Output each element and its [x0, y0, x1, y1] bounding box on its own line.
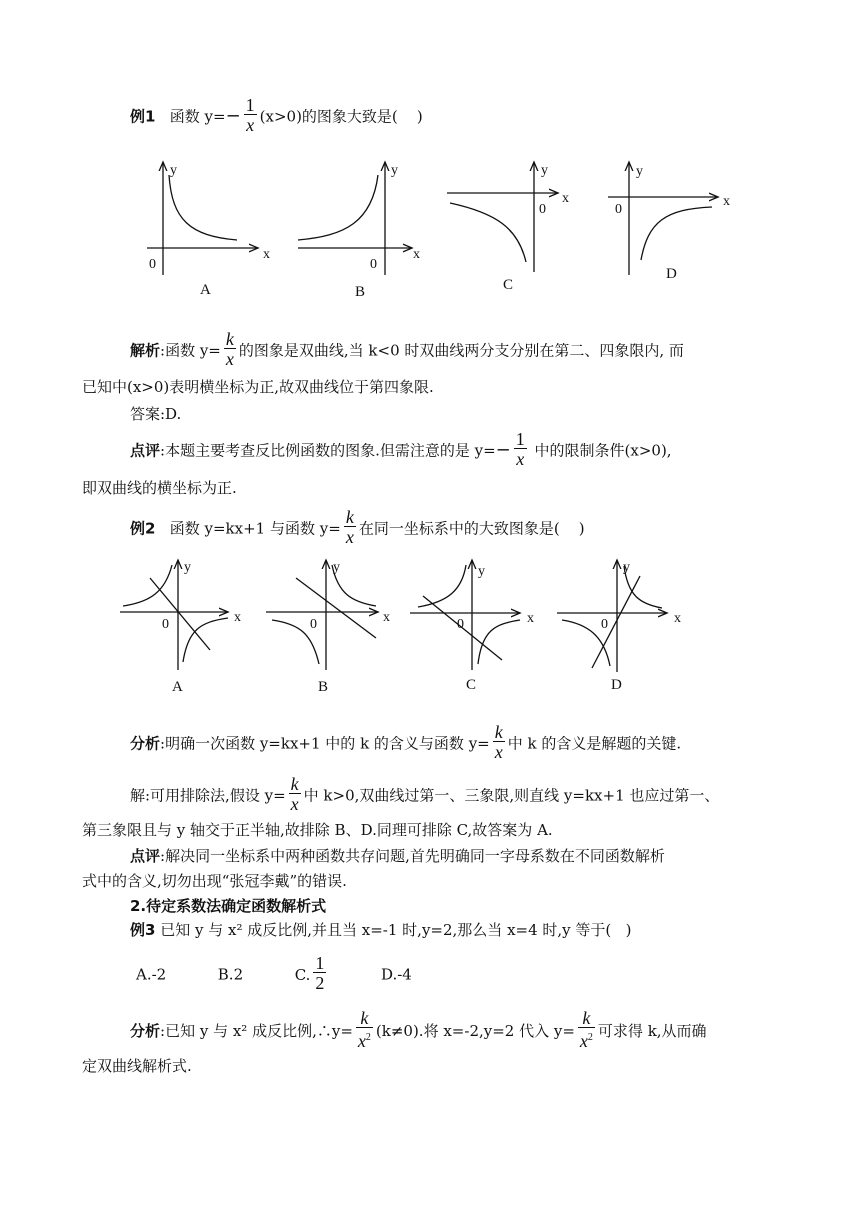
answer-1: 答案:D. [130, 405, 182, 423]
analysis-3-fraction-2: $\frac{k}{x^2}$ [579, 1008, 593, 1051]
example-3-option-d: D.-4 [380, 965, 412, 984]
graph-d-x-label: x [723, 194, 730, 209]
example-2-option-a: A [172, 679, 183, 695]
graph-2a-y-label: y [184, 560, 191, 575]
example-2-option-d: D [611, 677, 622, 693]
graph-c-origin: 0 [539, 202, 546, 217]
example-3-options [136, 953, 412, 995]
example-3-option-c: C. $\frac{1}{2}$ [294, 953, 325, 993]
example-1-option-d: D [666, 266, 677, 282]
graph-2b-origin: 0 [310, 617, 317, 632]
graph-d [608, 162, 718, 275]
analysis-1-line-2: 已知中(x>0)表明横坐标为正,故双曲线位于第四象限. [82, 378, 434, 396]
example-2-option-b: B [318, 679, 329, 695]
graph-d-y-label: y [636, 164, 643, 179]
graph-c-x-label: x [562, 191, 569, 206]
example-3-option-c-fraction: $\frac{1}{2}$ [315, 953, 325, 993]
graph-2b [266, 560, 378, 670]
solution-2-line-2: 第三象限且与 y 轴交于正半轴,故排除 B、D.同理可排除 C,故答案为 A. [82, 821, 553, 839]
example-1-graphs [0, 150, 860, 470]
example-2-question: 例2 函数 y=kx+1 与函数 y= $\frac{k}{x}$ 在同一坐标系中的大致图象是( ) [130, 507, 585, 547]
graph-2b-y-label: y [333, 560, 340, 575]
comment-1: 点评:本题主要考查反比例函数的图象.但需注意的是 y=− $\frac{1}{x}$ 中的限制条件(x>0), [130, 429, 672, 469]
solution-2: 解:可用排除法,假设 y= $\frac{k}{x}$ 中 k>0,双曲线过第一、三象限,则直线 y=kx+1 也应过第一、 [130, 774, 720, 814]
graph-b-origin: 0 [370, 257, 377, 272]
graph-2d [557, 560, 667, 672]
example-1-option-c: C [503, 277, 514, 293]
example-2-option-c: C [466, 677, 477, 693]
graph-2c [410, 560, 520, 670]
comment-1-line-2: 即双曲线的横坐标为正. [82, 479, 237, 497]
section-2-title: 2.待定系数法确定函数解析式 [130, 897, 327, 915]
example-2-fraction: $\frac{k}{x}$ [345, 507, 354, 547]
analysis-3-fraction: $\frac{k}{x^2}$ [357, 1008, 371, 1051]
graph-a-x-label: x [263, 247, 270, 262]
graph-b-y-label: y [391, 163, 398, 178]
comment-2-line-2: 式中的含义,切勿出现“张冠李戴”的错误. [82, 872, 347, 890]
example-1-option-a: A [200, 282, 211, 298]
analysis-2: 分析:明确一次函数 y=kx+1 中的 k 的含义与函数 y= $\frac{k}{x}$ 中 k 的含义是解题的关键. [130, 722, 682, 762]
graph-2a-x-label: x [234, 610, 241, 625]
example-1-fraction: $\frac{1}{x}$ [245, 95, 255, 135]
graph-2d-y-label: y [623, 560, 630, 575]
analysis-1: 解析:函数 y= $\frac{k}{x}$ 的图象是双曲线,当 k<0 时双曲线两分支分别在第二、四象限内, 而 [130, 329, 684, 369]
example-1-text-b: (x>0)的图象大致是( [259, 107, 398, 126]
graph-2b-x-label: x [383, 610, 390, 625]
graph-2d-x-label: x [674, 611, 681, 626]
graph-a [147, 162, 258, 275]
example-3-option-a: A.-2 [136, 965, 167, 984]
example-1-text-a: 函数 y= [169, 107, 226, 126]
comment-1-fraction: $\frac{1}{x}$ [515, 429, 525, 469]
example-3-question: 例3 已知 y 与 x² 成反比例,并且当 x=-1 时,y=2,那么当 x=4 时,y 等于( ) [130, 921, 632, 939]
comment-2: 点评:解决同一坐标系中两种函数共存问题,首先明确同一字母系数在不同函数解析 [130, 847, 665, 865]
graph-a-y-label: y [170, 163, 177, 178]
example-1-option-b: B [355, 284, 366, 300]
analysis-3-line-2: 定双曲线解析式. [82, 1057, 192, 1075]
solution-2-fraction: $\frac{k}{x}$ [290, 774, 299, 814]
example-1-label: 例1 [130, 107, 156, 126]
graph-2a [120, 560, 228, 670]
graph-2c-y-label: y [478, 564, 485, 579]
example-1-question: 例1 函数 y=− $\frac{1}{x}$ (x>0)的图象大致是( ) [130, 95, 423, 135]
analysis-3: 分析:已知 y 与 x² 成反比例,∴y= $\frac{k}{x^2}$ (k≠0).将 x=-2,y=2 代入 y= $\frac{k}{x^2}$ 可求得 k,从而确 [130, 1008, 707, 1051]
example-3-option-b: B.2 [217, 965, 244, 984]
graph-2c-x-label: x [527, 611, 534, 626]
graph-c [447, 162, 558, 272]
graph-a-origin: 0 [149, 257, 156, 272]
example-2-graphs [0, 555, 860, 695]
analysis-1-fraction: $\frac{k}{x}$ [225, 329, 234, 369]
graph-d-origin: 0 [615, 202, 622, 217]
graph-2d-origin: 0 [601, 617, 608, 632]
graph-b [298, 162, 412, 275]
graph-2c-origin: 0 [457, 617, 464, 632]
graph-b-x-label: x [413, 247, 420, 262]
analysis-2-fraction: $\frac{k}{x}$ [494, 722, 503, 762]
graph-c-y-label: y [541, 163, 548, 178]
graph-2a-origin: 0 [162, 617, 169, 632]
